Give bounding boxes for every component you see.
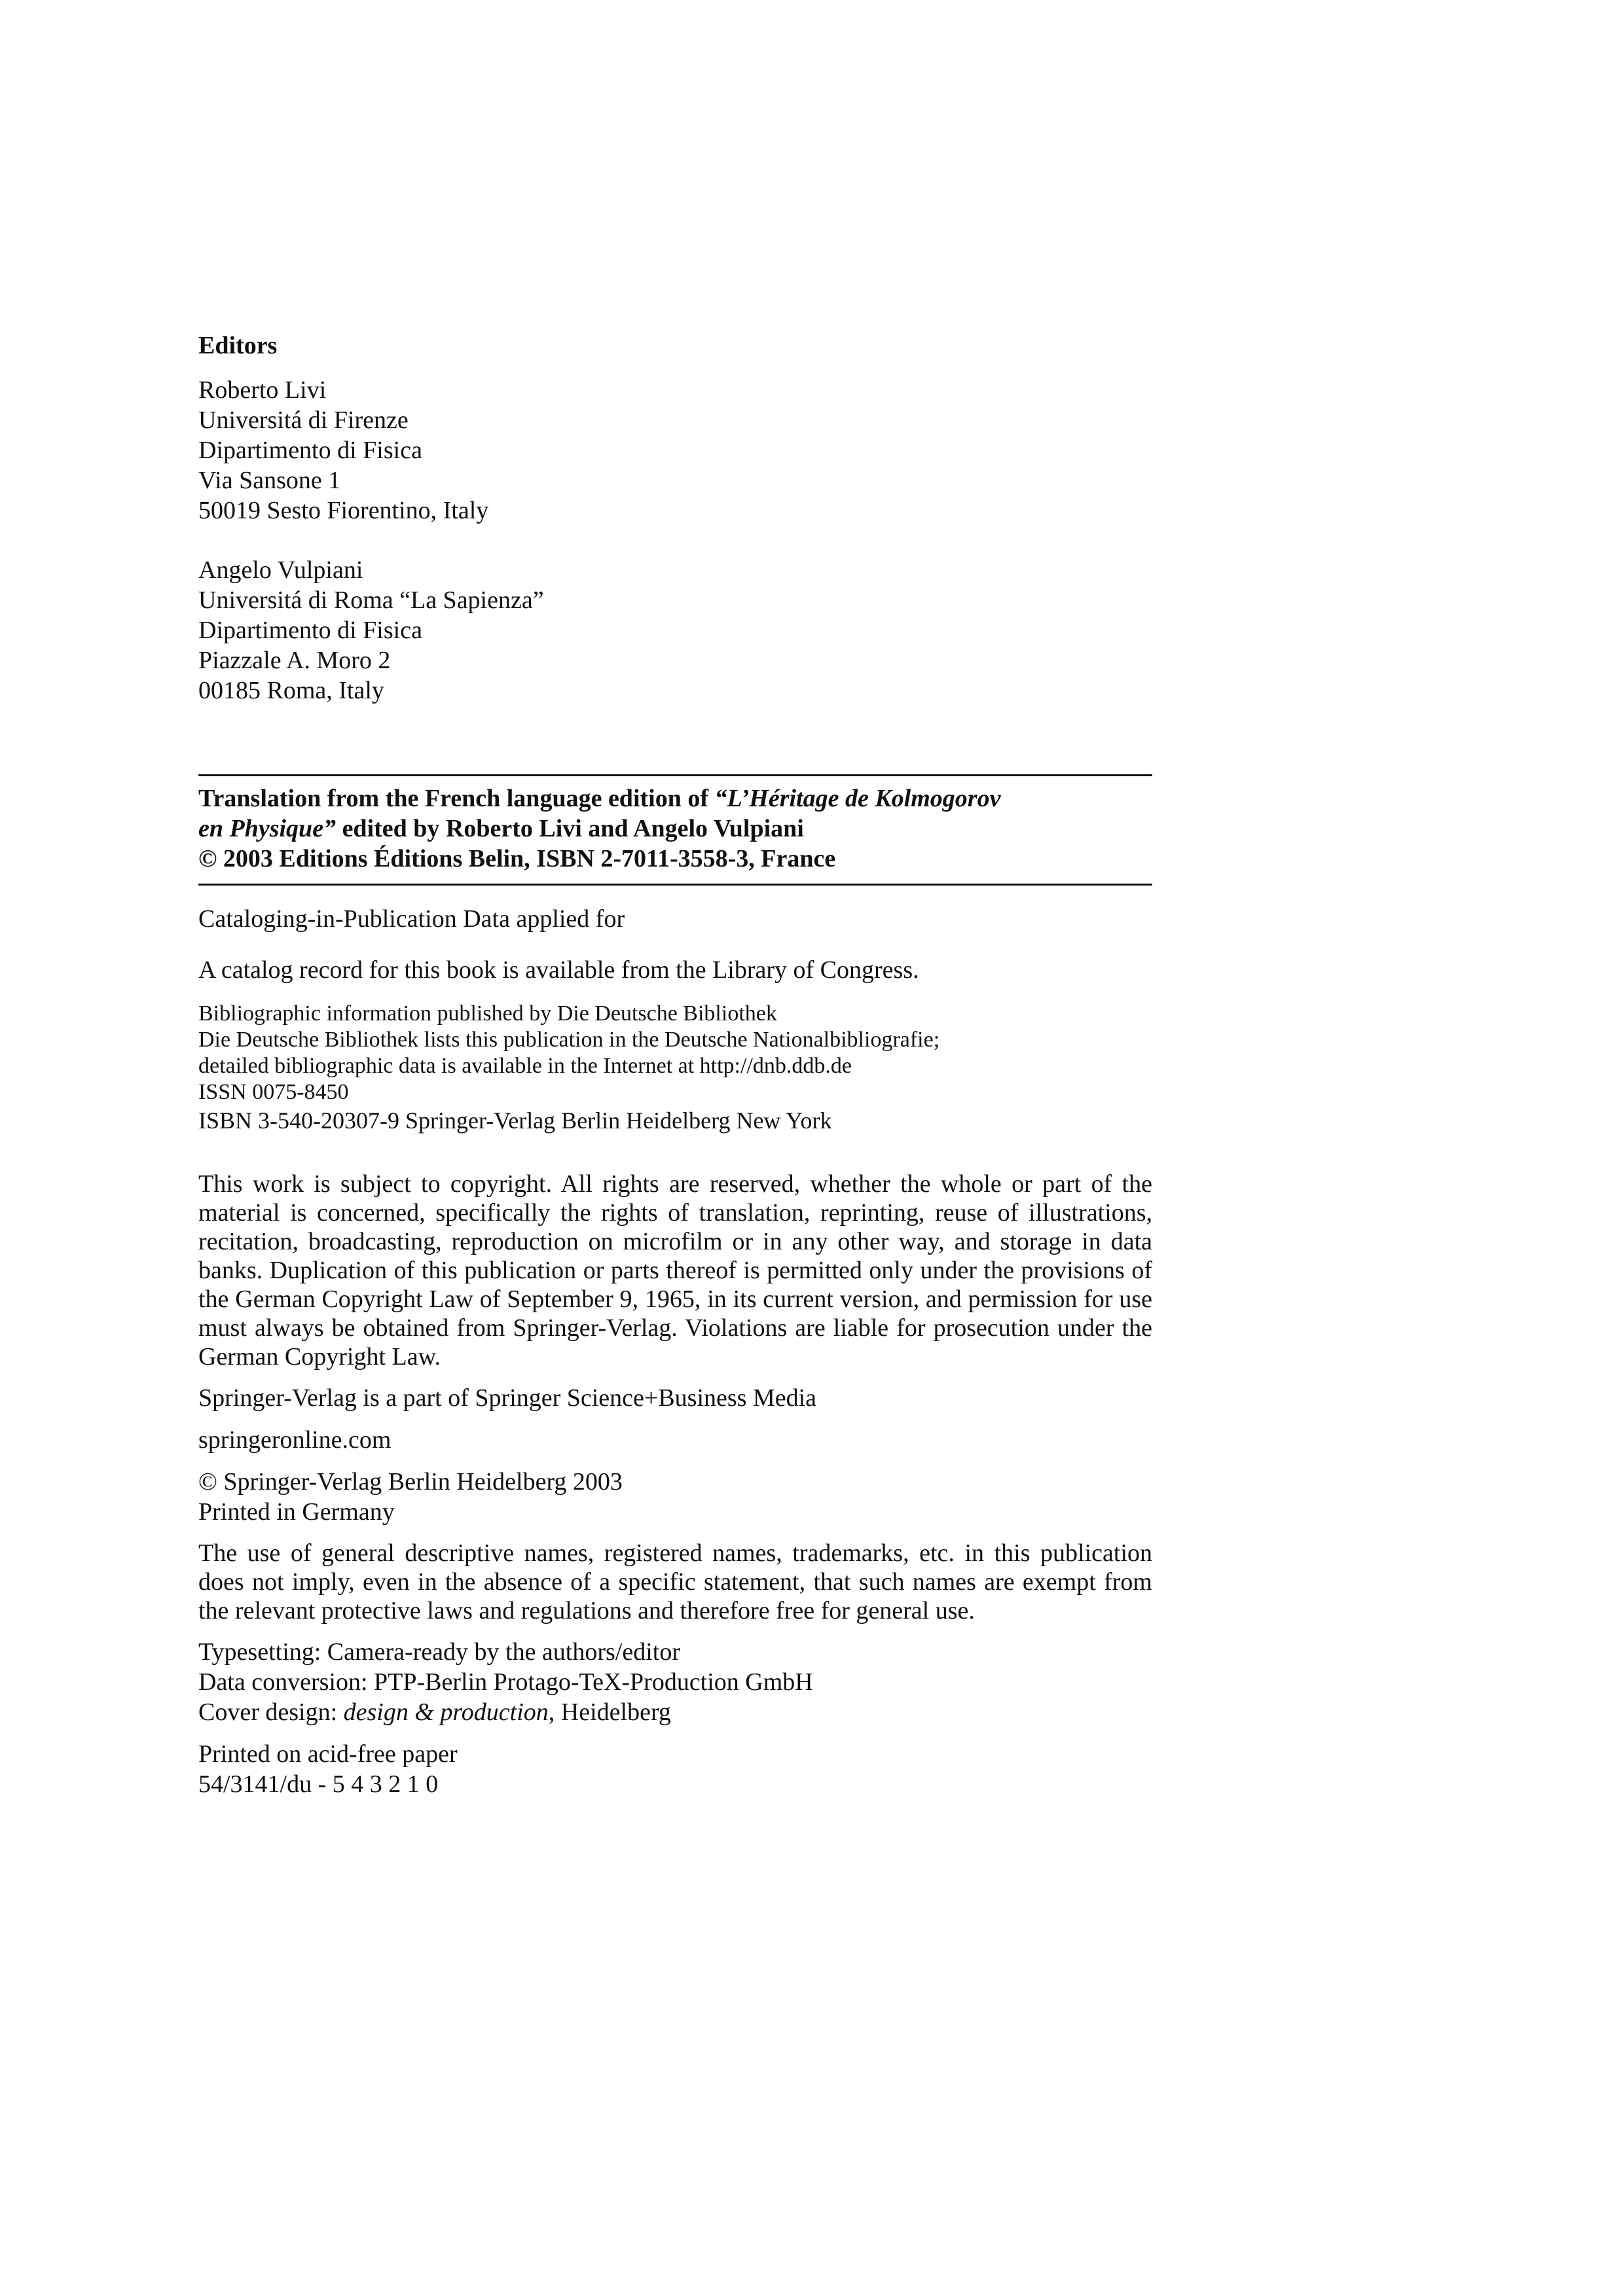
editor-street: Via Sansone 1: [198, 467, 341, 494]
editor-department: Dipartimento di Fisica: [198, 617, 422, 644]
cover-design: [198, 1697, 1152, 1727]
issn: ISSN 0075-8450: [198, 1080, 349, 1104]
bibliographic-line: Bibliographic information published by Die Deutsche Bibliothek: [198, 1001, 777, 1026]
website-text: springeronline.com: [198, 1426, 392, 1454]
translation-prefix: Translation from the French language edition of: [198, 785, 715, 812]
springer-part-text: Springer-Verlag is a part of Springer Science+Business Media: [198, 1384, 817, 1412]
cip-notice: [198, 904, 1152, 934]
bibliographic-line: detailed bibliographic data is available in the Internet at http://dnb.ddb.de: [198, 1054, 852, 1078]
paper-note: Printed on acid-free paper: [198, 1740, 458, 1768]
top-divider: [198, 774, 1152, 776]
editor-name: Roberto Livi: [198, 376, 327, 404]
copyright-line: © Springer-Verlag Berlin Heidelberg 2003: [198, 1468, 623, 1496]
cip-text: Cataloging-in-Publication Data applied for: [198, 905, 625, 933]
editor-city: 00185 Roma, Italy: [198, 677, 384, 704]
editor-street: Piazzale A. Moro 2: [198, 647, 391, 674]
editor-city: 50019 Sesto Fiorentino, Italy: [198, 497, 489, 524]
editor-address-vulpiani: [198, 555, 1152, 706]
website: [198, 1425, 1152, 1455]
bottom-divider: [198, 884, 1152, 886]
production-credits: [198, 1637, 1152, 1727]
printing-info: [198, 1739, 1152, 1799]
bibliographic-info: [198, 1001, 1152, 1136]
names-notice: The use of general descriptive names, registered names, trademarks, etc. in this publication does not imply, even in the absence of a specific statement, that such names are exempt from the relevant protective laws and regulations and therefore free for general use.: [198, 1539, 1152, 1624]
original-title-part-1: “L’Héritage de Kolmogorov: [714, 785, 1001, 812]
typesetting: Typesetting: Camera-ready by the authors/editor: [198, 1638, 680, 1666]
copyright-notice: This work is subject to copyright. All rights are reserved, whether the whole or part of the material is concerned, specifically the rights of translation, reprinting, reuse of illustrations, recitation, broadcasting, reproduction on microfilm or in any other way, and storage in data banks. Duplication of this publication or parts thereof is permitted only under the provisions of the German Copyright Law of September 9, 1965, in its current version, and permission for use must always be obtained from Springer-Verlag. Violations are liable for prosecution under the German Copyright Law.: [198, 1170, 1152, 1371]
editor-name: Angelo Vulpiani: [198, 556, 363, 584]
isbn: ISBN 3-540-20307-9 Springer-Verlag Berlin Heidelberg New York: [198, 1107, 832, 1134]
imprint-page: [198, 331, 1152, 1799]
translation-notice: [198, 783, 1152, 874]
translation-line-1: [198, 783, 1152, 814]
editor-department: Dipartimento di Fisica: [198, 437, 422, 464]
copyright-block: [198, 1467, 1152, 1527]
translation-line-2: [198, 814, 1152, 844]
cover-prefix: Cover design:: [198, 1698, 344, 1726]
cover-suffix: , Heidelberg: [548, 1698, 671, 1726]
print-code: 54/3141/du - 5 4 3 2 1 0: [198, 1770, 439, 1798]
bibliographic-line: Die Deutsche Bibliothek lists this publication in the Deutsche Nationalbibliografie;: [198, 1028, 940, 1052]
catalog-record: [198, 955, 1152, 985]
translation-line-3: © 2003 Editions Éditions Belin, ISBN 2-7011-3558-3, France: [198, 845, 836, 872]
translation-editors: edited by Roberto Livi and Angelo Vulpiani: [336, 815, 804, 842]
editor-university: Universitá di Firenze: [198, 406, 409, 434]
editor-address-livi: [198, 375, 1152, 526]
editor-university: Universitá di Roma “La Sapienza”: [198, 586, 544, 614]
cover-designer: design & production: [343, 1698, 549, 1726]
catalog-record-text: A catalog record for this book is available from the Library of Congress.: [198, 956, 919, 984]
springer-part: [198, 1383, 1152, 1413]
printed-in: Printed in Germany: [198, 1498, 395, 1526]
original-title-part-2: en Physique”: [198, 815, 337, 842]
editors-heading: Editors: [198, 332, 278, 359]
data-conversion: Data conversion: PTP-Berlin Protago-TeX-Production GmbH: [198, 1668, 813, 1696]
